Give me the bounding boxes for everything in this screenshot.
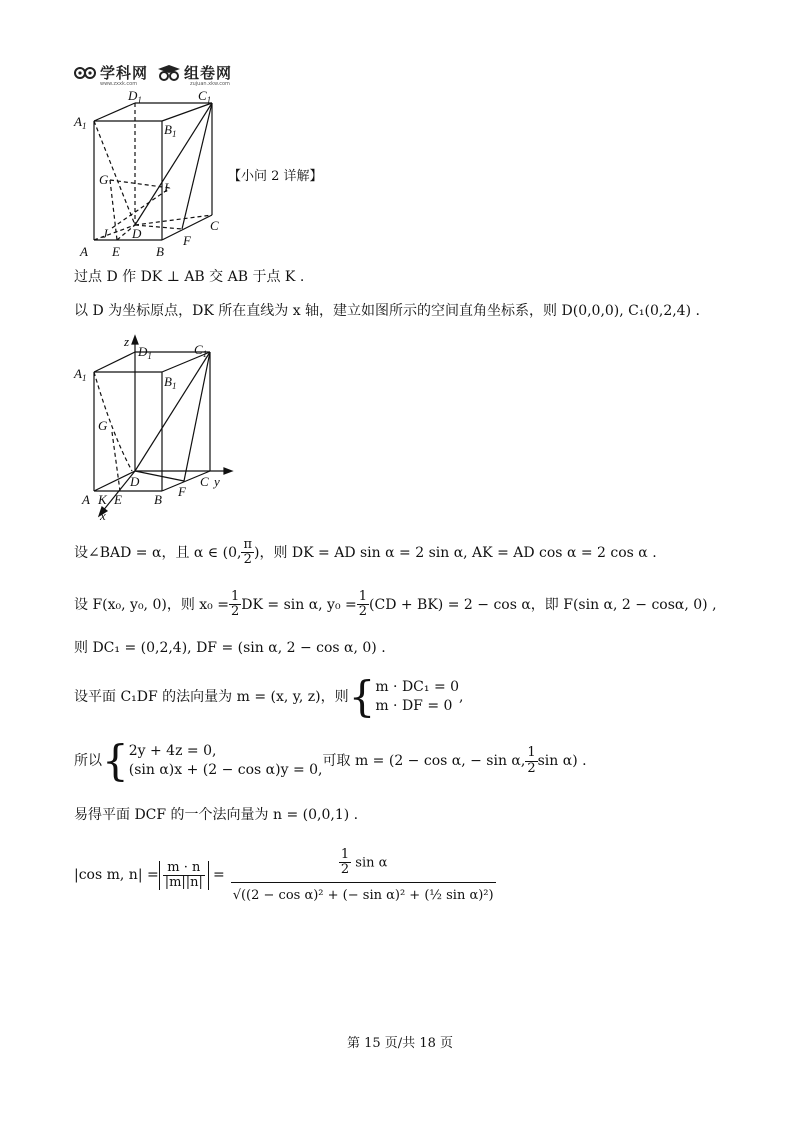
line4-suffix: (CD + BK) = 2 − cos α，即 F(sin α, 2 − cosα, 0) , [369,596,717,613]
line7-suffix: sin α) . [537,753,587,769]
line7-frac-num: 1 [527,745,536,761]
line4-half2-num: 1 [358,589,368,604]
line6-suffix: , [459,689,464,705]
formula-mid-num: m · n [163,861,205,876]
fig1-label-I: I [164,180,169,195]
logo-xuekewang [74,62,148,83]
fig2-label-B1: $B_1$ [164,374,177,391]
figure-prism-2 [72,334,242,522]
formula-num-half [339,848,351,878]
fig2-label-G: G [98,418,108,433]
line7-system [129,742,323,780]
fig2-label-F: F [178,484,186,499]
logo1-sub: www.zxxk.com [100,81,138,87]
logo2-text: 组卷网 [184,64,233,82]
formula-lhs: |cos m, n| = [74,867,159,884]
fig2-label-B: B [154,492,162,507]
line-8: 易得平面 DCF 的一个法向量为 n = (0,0,1) . [74,807,359,823]
formula-mid-den: |m||n| [164,874,203,890]
owl-cap-icon [158,65,180,81]
fig1-label-C1: $C_1$ [198,88,212,105]
formula-num-half-num: 1 [340,847,350,862]
line7-fraction [525,746,537,776]
formula-eq: = [212,867,225,884]
line7-mid: 可取 m = (2 − cos α, − sin α, [322,753,526,769]
formula-main-num [231,848,496,883]
figure-prism-1 [72,88,232,264]
fig2-label-z: z [124,334,130,349]
fig2-label-y: y [214,474,220,489]
line-5: 则 DC₁ = (0,2,4), DF = (sin α, 2 − cos α, 0) . [74,640,386,656]
line-3 [74,538,657,568]
line7-prefix: 所以 [74,753,102,769]
header-logos [74,62,232,83]
section-title: 【小问 2 详解】 [228,169,323,184]
fig1-label-B1: $B_1$ [164,122,177,139]
fig2-label-E: E [114,492,122,507]
line-1: 过点 D 作 DK ⊥ AB 交 AB 于点 K . [74,269,305,285]
fig2-label-K: K [98,492,107,507]
formula-num-tail: sin α [355,855,388,871]
line-7 [74,736,587,785]
fig1-label-E: E [112,244,120,259]
formula-mid-frac [163,861,205,891]
fig1-label-J: J [102,226,108,241]
formula-main-frac [231,848,496,903]
fig1-label-B: B [156,244,164,259]
fig1-label-G: G [99,172,109,187]
line3-fraction [241,538,254,568]
fig1-label-A1: $A_1$ [74,114,87,131]
fig1-label-F: F [183,233,191,248]
fig2-label-C1: $C_1$ [194,342,208,359]
fig2-label-C: C [200,474,209,489]
formula-num-half-den: 2 [340,862,350,878]
fig2-label-A1: $A_1$ [74,366,87,383]
owl-icon [74,65,96,81]
fig1-label-D: D [132,226,142,241]
logo2-sub: zujuan.xkw.com [190,81,230,87]
line3-frac-den: 2 [243,552,252,568]
line7-brace: { [102,736,129,785]
logo1-text: 学科网 [100,64,149,82]
line3-frac-num: π [243,537,252,552]
page-footer: 第 15 页/共 18 页 [347,1036,453,1051]
fig2-label-D1: $D_1$ [138,344,152,361]
line6-eq1: m · DC₁ = 0 [375,679,460,696]
formula-main-den: √((2 − cos α)² + (− sin α)² + (½ sin α)²) [232,887,494,903]
line6-system [375,678,459,716]
line-6 [74,672,464,721]
line7-frac-den: 2 [527,760,536,776]
fig2-label-D: D [130,474,140,489]
line7-eq2: (sin α)x + (2 − cos α)y = 0, [128,762,323,778]
fig2-label-A: A [82,492,90,507]
line6-eq2: m · DF = 0 [375,698,453,714]
fig1-label-A: A [80,244,88,259]
cosine-formula [74,848,496,903]
line4-half-1 [229,590,241,620]
line-4 [74,590,717,620]
line4-half1-den: 2 [230,604,240,620]
line4-mid: DK = sin α, y₀ = [241,596,357,613]
line3-prefix: 设∠BAD = α，且 α ∈ (0, [74,544,242,561]
logo-zujuanwang [158,62,232,83]
line4-half1-num: 1 [230,589,240,604]
fig2-label-x: x [100,508,106,522]
fig1-label-D1: $D_1$ [128,88,142,105]
fig1-label-C: C [210,218,219,233]
line4-prefix: 设 F(x₀, y₀, 0)，则 x₀ = [74,596,229,613]
line3-suffix: )，则 DK = AD sin α = 2 sin α, AK = AD cos α = 2 cos α . [253,544,657,561]
line4-half-2 [357,590,369,620]
formula-mid-abs [159,861,209,891]
line6-prefix: 设平面 C₁DF 的法向量为 m = (x, y, z)，则 [74,689,349,705]
line6-brace: { [348,672,376,721]
line4-half2-den: 2 [358,604,368,620]
line-2: 以 D 为坐标原点，DK 所在直线为 x 轴，建立如图所示的空间直角坐标系，则 D(0,0,0), C₁(0,2,4) . [74,303,700,319]
line7-eq1: 2y + 4z = 0, [128,743,217,760]
